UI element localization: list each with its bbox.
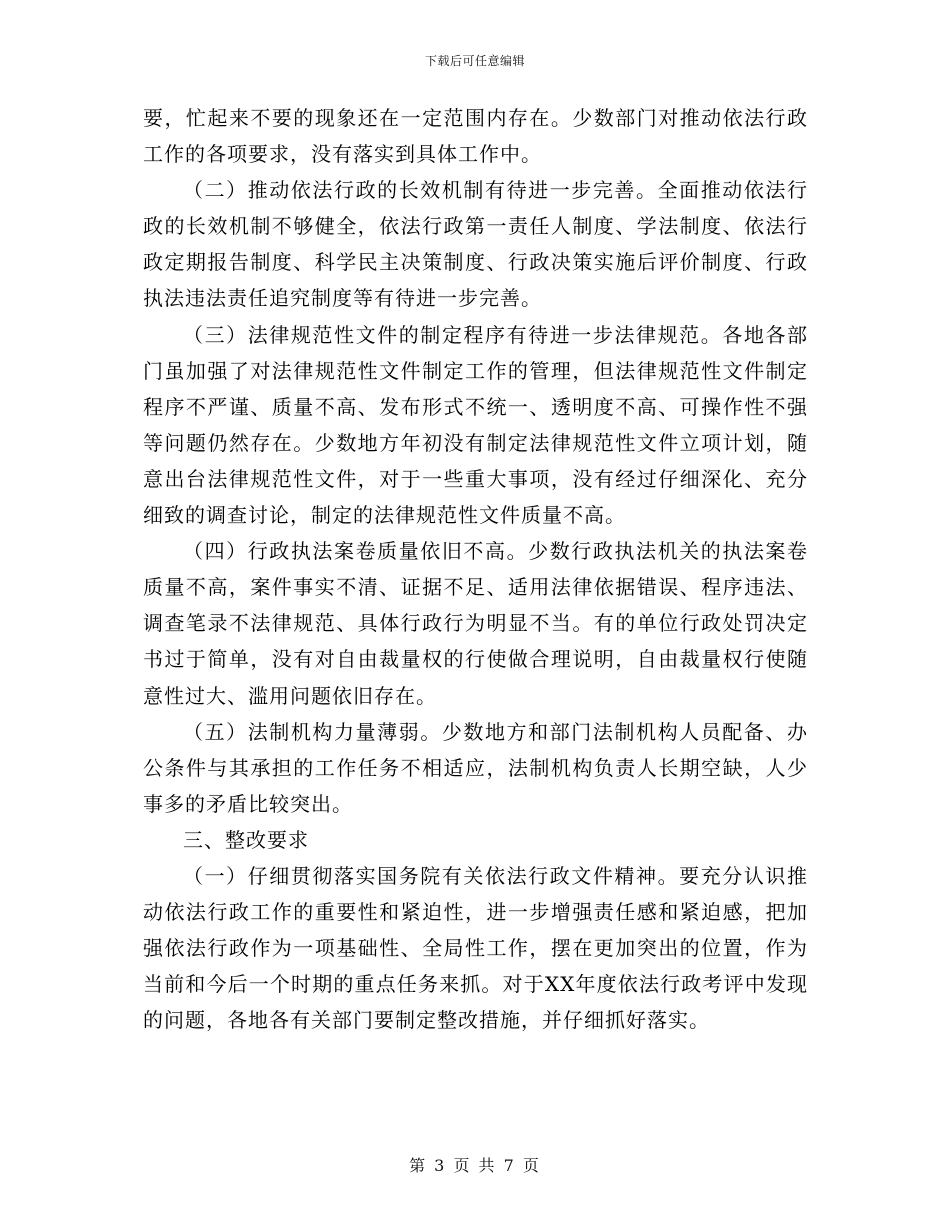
paragraph-section-3: （三）法律规范性文件的制定程序有待进一步法律规范。各地各部门虽加强了对法律规范性文件制定工作的管理，但法律规范性文件制定程序不严谨、质量不高、发布形式不统一、透明度不高、可操作性不强等问题仍然存在。少数地方年初没有制定法律规范性文件立项计划，随意出台法律规范性文件，对于一些重大事项，没有经过仔细深化、充分细致的调查讨论，制定的法律规范性文件质量不高。 bbox=[143, 322, 808, 528]
paragraph-requirement-1: （一）仔细贯彻落实国务院有关依法行政文件精神。要充分认识推动依法行政工作的重要性和紧迫性，进一步增强责任感和紧迫感，把加强依法行政作为一项基础性、全局性工作，摆在更加突出的位置，作为当前和今后一个时期的重点任务来抓。对于XX年度依法行政考评中发现的问题，各地各有关部门要制定整改措施，并仔细抓好落实。 bbox=[143, 863, 808, 1033]
document-body bbox=[143, 100, 808, 1038]
paragraph-continuation: 要，忙起来不要的现象还在一定范围内存在。少数部门对推动依法行政工作的各项要求，没有落实到具体工作中。 bbox=[143, 106, 808, 167]
paragraph-section-5: （五）法制机构力量薄弱。少数地方和部门法制机构人员配备、办公条件与其承担的工作任务不相适应，法制机构负责人长期空缺，人少事多的矛盾比较突出。 bbox=[143, 719, 808, 816]
page-header: 下载后可任意编辑 bbox=[424, 54, 525, 68]
page-number: 第 3 页 共 7 页 bbox=[409, 1156, 541, 1175]
paragraph-section-2: （二）推动依法行政的长效机制有待进一步完善。全面推动依法行政的长效机制不够健全，依法行政第一责任人制度、学法制度、依法行政定期报告制度、科学民主决策制度、行政决策实施后评价制度、行政执法违法责任追究制度等有待进一步完善。 bbox=[143, 178, 808, 311]
section-heading-rectification: 三、整改要求 bbox=[183, 827, 309, 852]
paragraph-section-4: （四）行政执法案卷质量依旧不高。少数行政执法机关的执法案卷质量不高，案件事实不清、证据不足、适用法律依据错误、程序违法、调查笔录不法律规范、具体行政行为明显不当。有的单位行政处罚决定书过于简单，没有对自由裁量权的行使做合理说明，自由裁量权行使随意性过大、滥用问题依旧存在。 bbox=[143, 539, 808, 708]
